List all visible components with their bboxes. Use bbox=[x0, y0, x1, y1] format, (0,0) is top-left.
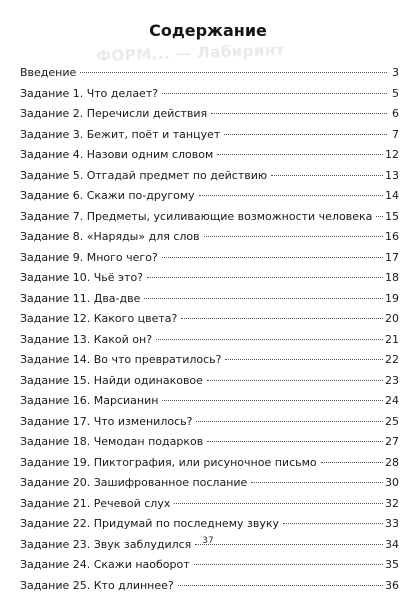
dot-leader bbox=[156, 339, 383, 340]
toc-entry-page: 33 bbox=[385, 514, 399, 535]
toc-entry bbox=[20, 207, 399, 228]
dot-leader bbox=[162, 257, 383, 258]
toc-entry-label: Задание 11. Два-две bbox=[20, 289, 142, 310]
toc-entry-page: 19 bbox=[385, 289, 399, 310]
dot-leader bbox=[251, 482, 383, 483]
toc-entry-label: Введение bbox=[20, 63, 78, 84]
dot-leader bbox=[144, 298, 383, 299]
toc-entry-page: 27 bbox=[385, 432, 399, 453]
toc-entry bbox=[20, 289, 399, 310]
dot-leader bbox=[283, 523, 383, 524]
dot-leader bbox=[217, 154, 383, 155]
toc-entry-page: 21 bbox=[385, 330, 399, 351]
toc-entry-page: 15 bbox=[385, 207, 399, 228]
toc-entry bbox=[20, 104, 399, 125]
dot-leader bbox=[194, 564, 383, 565]
table-of-contents bbox=[20, 63, 399, 596]
toc-entry-page: 7 bbox=[389, 125, 399, 146]
toc-entry bbox=[20, 227, 399, 248]
toc-entry-label: Задание 1. Что делает? bbox=[20, 84, 160, 105]
toc-entry-label: Задание 20. Зашифрованное послание bbox=[20, 473, 249, 494]
dot-leader bbox=[376, 216, 383, 217]
toc-entry bbox=[20, 186, 399, 207]
toc-entry bbox=[20, 432, 399, 453]
dot-leader bbox=[204, 236, 383, 237]
toc-entry-label: Задание 25. Кто длиннее? bbox=[20, 576, 176, 596]
toc-entry bbox=[20, 248, 399, 269]
toc-entry-label: Задание 5. Отгадай предмет по действию bbox=[20, 166, 269, 187]
toc-entry-page: 35 bbox=[385, 555, 399, 576]
toc-entry-label: Задание 17. Что изменилось? bbox=[20, 412, 194, 433]
toc-entry bbox=[20, 371, 399, 392]
toc-entry-label: Задание 10. Чьё это? bbox=[20, 268, 145, 289]
toc-entry-page: 13 bbox=[385, 166, 399, 187]
toc-entry-page: 34 bbox=[385, 535, 399, 556]
toc-entry-page: 20 bbox=[385, 309, 399, 330]
toc-entry-page: 18 bbox=[385, 268, 399, 289]
toc-entry-label: Задание 7. Предметы, усиливающие возможности человека bbox=[20, 207, 374, 228]
toc-entry-page: 36 bbox=[385, 576, 399, 596]
toc-entry-page: 14 bbox=[385, 186, 399, 207]
toc-entry-label: Задание 15. Найди одинаковое bbox=[20, 371, 205, 392]
toc-entry-label: Задание 3. Бежит, поёт и танцует bbox=[20, 125, 222, 146]
dot-leader bbox=[196, 421, 383, 422]
toc-entry-page: 16 bbox=[385, 227, 399, 248]
toc-entry-page: 3 bbox=[389, 63, 399, 84]
dot-leader bbox=[199, 195, 383, 196]
toc-entry bbox=[20, 63, 399, 84]
dot-leader bbox=[207, 380, 383, 381]
toc-entry bbox=[20, 473, 399, 494]
dot-leader bbox=[211, 113, 387, 114]
watermark: ФОРМ... — Лабиринт bbox=[96, 41, 285, 66]
toc-entry bbox=[20, 350, 399, 371]
toc-entry-page: 24 bbox=[385, 391, 399, 412]
toc-entry bbox=[20, 84, 399, 105]
page-number: 37 bbox=[0, 536, 416, 546]
toc-entry bbox=[20, 391, 399, 412]
toc-entry-page: 28 bbox=[385, 453, 399, 474]
toc-entry-label: Задание 21. Речевой слух bbox=[20, 494, 172, 515]
toc-entry-label: Задание 4. Назови одним словом bbox=[20, 145, 215, 166]
toc-entry bbox=[20, 166, 399, 187]
toc-entry-label: Задание 9. Много чего? bbox=[20, 248, 160, 269]
dot-leader bbox=[271, 175, 383, 176]
toc-entry-label: Задание 8. «Наряды» для слов bbox=[20, 227, 202, 248]
toc-entry bbox=[20, 576, 399, 596]
toc-entry-label: Задание 2. Перечисли действия bbox=[20, 104, 209, 125]
toc-entry bbox=[20, 145, 399, 166]
toc-entry-label: Задание 14. Во что превратилось? bbox=[20, 350, 223, 371]
toc-entry-label: Задание 12. Какого цвета? bbox=[20, 309, 179, 330]
toc-entry-page: 25 bbox=[385, 412, 399, 433]
dot-leader bbox=[225, 359, 383, 360]
dot-leader bbox=[147, 277, 383, 278]
dot-leader bbox=[181, 318, 383, 319]
toc-entry-label: Задание 13. Какой он? bbox=[20, 330, 154, 351]
toc-entry bbox=[20, 514, 399, 535]
toc-entry-label: Задание 22. Придумай по последнему звуку bbox=[20, 514, 281, 535]
dot-leader bbox=[207, 441, 383, 442]
dot-leader bbox=[162, 93, 387, 94]
toc-entry-label: Задание 24. Скажи наоборот bbox=[20, 555, 192, 576]
toc-entry-page: 5 bbox=[389, 84, 399, 105]
toc-entry-page: 23 bbox=[385, 371, 399, 392]
toc-entry-label: Задание 16. Марсианин bbox=[20, 391, 160, 412]
toc-entry-label: Задание 19. Пиктография, или рисуночное письмо bbox=[20, 453, 319, 474]
toc-entry bbox=[20, 555, 399, 576]
toc-entry-label: Задание 18. Чемодан подарков bbox=[20, 432, 205, 453]
toc-entry-page: 17 bbox=[385, 248, 399, 269]
toc-entry bbox=[20, 494, 399, 515]
toc-entry-label: Задание 6. Скажи по-другому bbox=[20, 186, 197, 207]
dot-leader bbox=[80, 72, 387, 73]
toc-entry-page: 12 bbox=[385, 145, 399, 166]
dot-leader bbox=[178, 585, 383, 586]
toc-entry-page: 30 bbox=[385, 473, 399, 494]
toc-entry-label: Задание 23. Звук заблудился bbox=[20, 535, 193, 556]
toc-entry bbox=[20, 412, 399, 433]
toc-entry bbox=[20, 268, 399, 289]
dot-leader bbox=[224, 134, 387, 135]
toc-entry bbox=[20, 453, 399, 474]
toc-entry bbox=[20, 125, 399, 146]
toc-entry-page: 22 bbox=[385, 350, 399, 371]
dot-leader bbox=[321, 462, 383, 463]
toc-entry bbox=[20, 309, 399, 330]
page-title: Содержание bbox=[0, 21, 416, 40]
toc-entry-page: 32 bbox=[385, 494, 399, 515]
toc-entry bbox=[20, 330, 399, 351]
toc-entry-page: 6 bbox=[389, 104, 399, 125]
dot-leader bbox=[174, 503, 383, 504]
dot-leader bbox=[162, 400, 383, 401]
